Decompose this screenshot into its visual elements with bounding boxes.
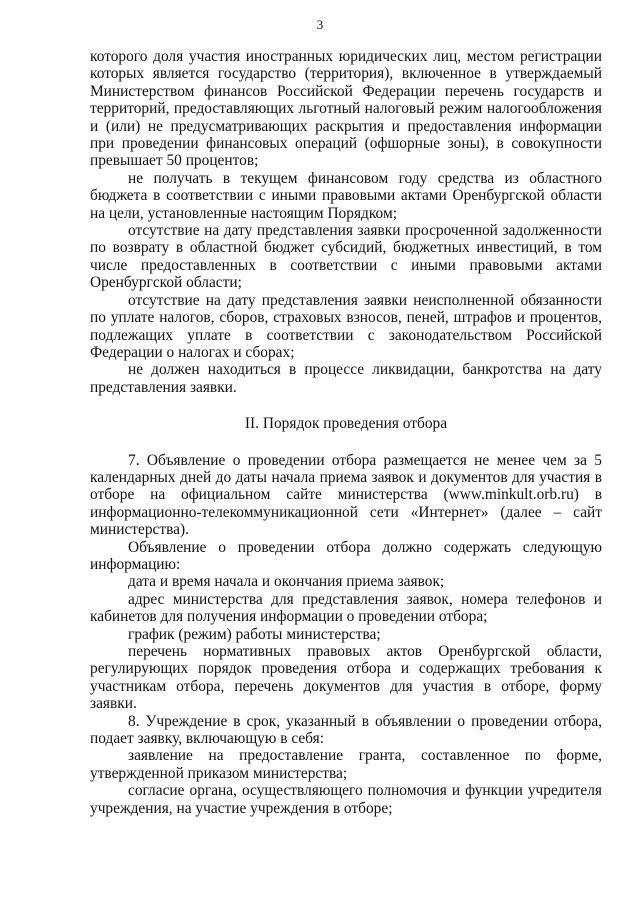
paragraph-dates: дата и время начала и окончания приема заявок; — [128, 573, 445, 591]
paragraph-legal-acts: перечень нормативных правовых актов Оренбургской области, регулирующих порядок проведения отбора и содержащих требования к участникам отбора, перечень документов для участия в отборе, форму заявки. — [90, 643, 602, 713]
paragraph-no-liquidation: не должен находиться в процессе ликвидации, банкротства на дату представления заявки. — [90, 361, 602, 396]
paragraph-no-overdue-debt: отсутствие на дату представления заявки просроченной задолженности по возврату в областной бюджет субсидий, бюджетных инвестиций, в том числе предоставленных в соответствии с иными правовыми актами Оренбургской области; — [90, 222, 602, 292]
paragraph-announcement-content: Объявление о проведении отбора должно содержать следующую информацию: — [90, 538, 602, 573]
paragraph-item-7: 7. Объявление о проведении отбора размещается не менее чем за 5 календарных дней до даты начала приема заявок и документов для участия в отборе на официальном сайте министерства (www.minkult.orb.ru) в информационно-телекоммуникационной сети «Интернет» (далее – сайт министерства). — [90, 451, 602, 539]
paragraph-address: адрес министерства для представления заявок, номера телефонов и кабинетов для получения информации о проведении отбора; — [90, 590, 602, 626]
section-heading: II. Порядок проведения отбора — [244, 415, 448, 433]
paragraph-offshore-condition: которого доля участия иностранных юридических лиц, местом регистрации которых является государство (территория), включенное в утверждаемый Министерством финансов Российской Федерации перечень государств и территорий, предоставляющих льготный налоговый режим налогообложения и (или) не предусматривающих раскрытия и предоставления информации при проведении финансовых операций (офшорные зоны), в совокупности превышает 50 процентов; — [90, 48, 602, 170]
paragraph-no-regional-funds: не получать в текущем финансовом году средства из областного бюджета в соответствии с иными правовыми актами Оренбургской области на цели, установленные настоящим Порядком; — [90, 169, 602, 222]
paragraph-schedule: график (режим) работы министерства; — [128, 625, 381, 643]
document-body — [90, 48, 602, 817]
paragraph-founder-consent: согласие органа, осуществляющего полномочия и функции учредителя учреждения, на участие учреждения в отборе; — [90, 782, 602, 817]
page-number: 3 — [316, 17, 324, 32]
paragraph-application-form: заявление на предоставление гранта, составленное по форме, утвержденной приказом министерства; — [90, 747, 602, 782]
paragraph-no-tax-arrears: отсутствие на дату представления заявки неисполненной обязанности по уплате налогов, сборов, страховых взносов, пеней, штрафов и процентов, подлежащих уплате в соответствии с законодательством Российской Федерации о налогах и сборах; — [90, 291, 602, 361]
paragraph-item-8: 8. Учреждение в срок, указанный в объявлении о проведении отбора, подает заявку, включающую в себя: — [90, 712, 602, 748]
